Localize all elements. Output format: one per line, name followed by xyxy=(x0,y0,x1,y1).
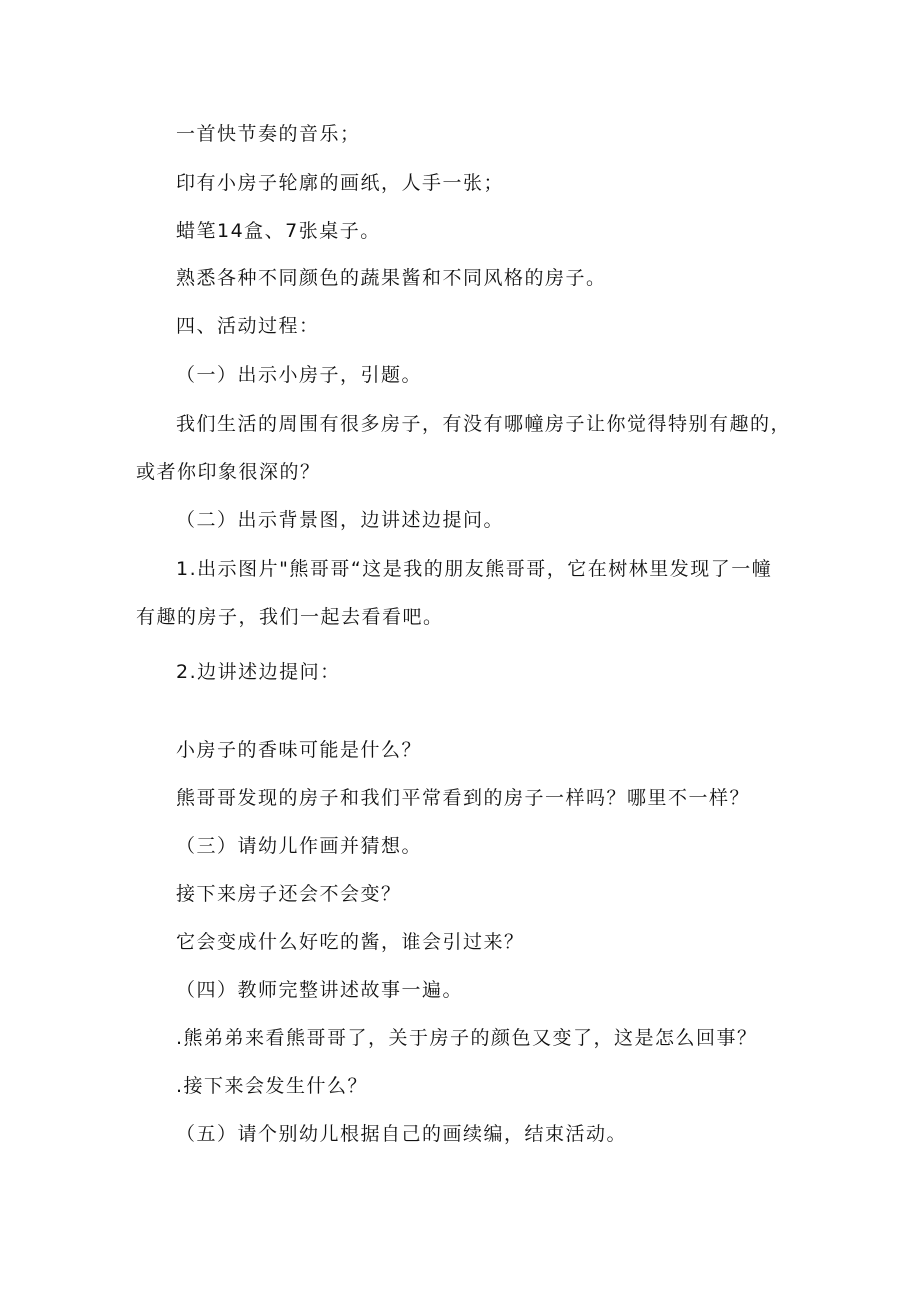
paragraph-line: 熟悉各种不同颜色的蔬果酱和不同风格的房子。 xyxy=(176,267,607,289)
subsection-heading: （二）出示背景图，边讲述边提问。 xyxy=(176,509,505,531)
subsection-heading: （三）请幼儿作画并猜想。 xyxy=(176,835,423,857)
paragraph-line: 它会变成什么好吃的酱，谁会引过来？ xyxy=(176,931,525,953)
subsection-heading: （五）请个别幼儿根据自己的画续编，结束活动。 xyxy=(176,1123,628,1145)
paragraph-line: .熊弟弟来看熊哥哥了，关于房子的颜色又变了，这是怎么回事？ xyxy=(176,1027,758,1049)
paragraph-line: 印有小房子轮廓的画纸，人手一张； xyxy=(176,172,505,194)
paragraph-line: 2.边讲述边提问： xyxy=(176,661,341,683)
paragraph-line: 小房子的香味可能是什么？ xyxy=(176,739,423,761)
paragraph-line: 蜡笔14盒、7张桌子。 xyxy=(176,220,381,242)
subsection-heading: （一）出示小房子，引题。 xyxy=(176,364,423,386)
paragraph-line: 我们生活的周围有很多房子，有没有哪幢房子让你觉得特别有趣的， xyxy=(176,413,792,435)
section-heading: 四、活动过程： xyxy=(176,315,320,337)
paragraph-line: 熊哥哥发现的房子和我们平常看到的房子一样吗？哪里不一样？ xyxy=(176,787,751,809)
subsection-heading: （四）教师完整讲述故事一遍。 xyxy=(176,979,464,1001)
paragraph-line: 有趣的房子，我们一起去看看吧。 xyxy=(136,606,444,628)
paragraph-line: 或者你印象很深的？ xyxy=(136,461,321,483)
paragraph-line: 1.出示图片"熊哥哥“这是我的朋友熊哥哥，它在树林里发现了一幢 xyxy=(176,558,773,580)
paragraph-line: .接下来会发生什么？ xyxy=(176,1075,369,1097)
paragraph-line: 一首快节奏的音乐； xyxy=(176,123,361,145)
paragraph-line: 接下来房子还会不会变？ xyxy=(176,883,402,905)
